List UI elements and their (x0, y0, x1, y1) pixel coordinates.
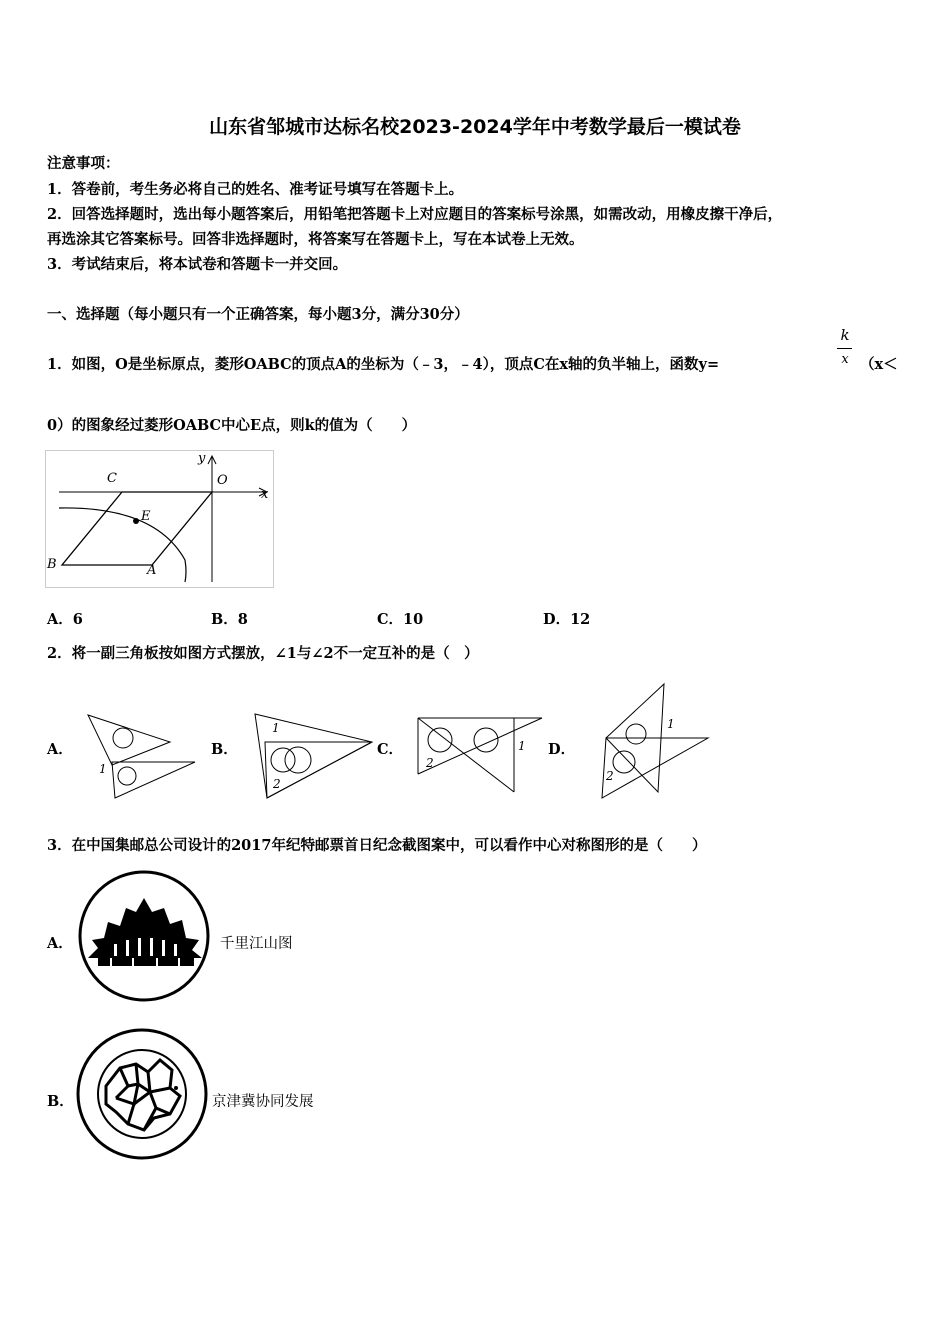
q2d-angle-1: 1 (667, 717, 675, 731)
q1-option-b[interactable]: B．8 (211, 611, 248, 628)
q2c-angle-1: 1 (518, 739, 526, 753)
q2-figure-b (250, 710, 380, 802)
q3-option-b-caption: 京津冀协同发展 (212, 1094, 314, 1110)
notice-heading: 注意事项： (47, 155, 120, 172)
label-o: O (217, 473, 228, 488)
notice-item-2-cont: 再选涂其它答案标号。回答非选择题时，将答案写在答题卡上，写在本试卷上无效。 (47, 231, 584, 248)
q3-option-a-caption: 千里江山图 (220, 936, 293, 952)
q2c-angle-2: 2 (426, 756, 434, 770)
q1-text: 1．如图，O是坐标原点，菱形OABC的顶点A的坐标为（﹣3，﹣4），顶点C在x轴的负半轴上，函数y= (47, 356, 720, 373)
notice-item-2: 2．回答选择题时，选出每小题答案后，用铅笔把答题卡上对应题目的答案标号涂黑，如需改动，用橡皮擦干净后， (47, 206, 783, 223)
q2b-angle-2: 2 (273, 777, 281, 791)
section-heading: 一、选择题（每小题只有一个正确答案，每小题3分，满分30分） (47, 306, 469, 323)
label-e: E (141, 509, 151, 524)
q3-option-a[interactable]: A． (47, 935, 73, 952)
q2-figure-c (414, 712, 546, 796)
page-title: 山东省邹城市达标名校2023-2024学年中考数学最后一模试卷 (209, 116, 741, 138)
q2a-angle-1: 1 (99, 762, 107, 776)
q1-frac-denominator: x (841, 352, 849, 367)
notice-item-1: 1．答卷前，考生务必将自己的姓名、准考证号填写在答题卡上。 (47, 181, 464, 198)
q1-text-line2: 0）的图象经过菱形OABC中心E点，则k的值为（ ） (47, 417, 417, 434)
q2-option-a[interactable]: A． (47, 741, 73, 758)
label-c: C (107, 471, 117, 486)
q2-figure-d (596, 680, 711, 800)
q1-figure (45, 450, 275, 588)
q1-frac-numerator: k (840, 326, 850, 344)
label-x: x (261, 487, 269, 502)
q3-option-b[interactable]: B． (47, 1093, 74, 1110)
q3-figure-b (72, 1026, 212, 1161)
q2-option-c[interactable]: C． (377, 741, 404, 758)
label-y: y (198, 451, 206, 466)
q2-text: 2．将一副三角板按如图方式摆放，∠1与∠2不一定互补的是（ ） (47, 645, 479, 662)
q2-option-d[interactable]: D． (548, 741, 576, 758)
q2-option-b[interactable]: B． (211, 741, 238, 758)
q3-text: 3．在中国集邮总公司设计的2017年纪特邮票首日纪念截图案中，可以看作中心对称图形的是（ ） (47, 837, 707, 854)
label-a: A (147, 563, 157, 578)
q1-option-c[interactable]: C．10 (377, 611, 424, 628)
notice-item-3: 3．考试结束后，将本试卷和答题卡一并交回。 (47, 256, 348, 273)
q3-figure-a (74, 868, 219, 1006)
q2b-angle-1: 1 (272, 721, 280, 735)
q1-text-end: （x＜ (860, 356, 898, 373)
q1-frac-bar (837, 348, 852, 349)
q1-option-d[interactable]: D．12 (543, 611, 591, 628)
q2-figure-a (85, 710, 200, 802)
q1-option-a[interactable]: A．6 (47, 611, 83, 628)
label-b: B (47, 557, 57, 572)
q2d-angle-2: 2 (606, 769, 614, 783)
